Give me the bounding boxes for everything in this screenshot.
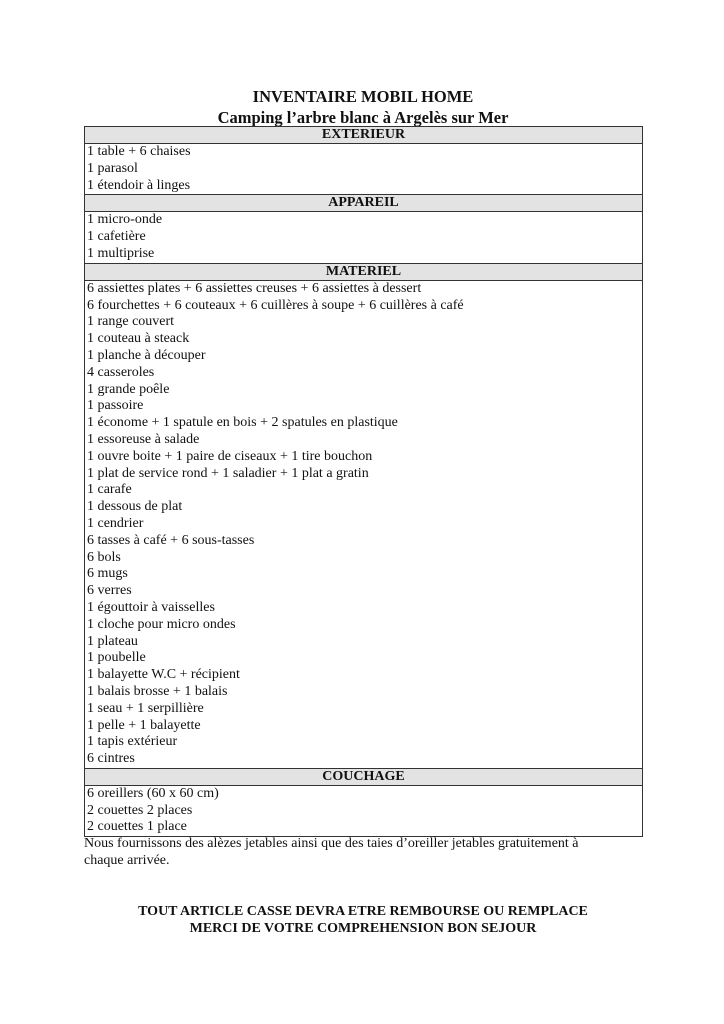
inventory-item-row bbox=[85, 466, 643, 483]
inventory-item-row bbox=[85, 298, 643, 315]
inventory-item: 1 cloche pour micro ondes bbox=[85, 617, 643, 634]
inventory-item: 1 ouvre boite + 1 paire de ciseaux + 1 tire bouchon bbox=[85, 449, 643, 466]
section-heading: APPAREIL bbox=[85, 195, 643, 212]
inventory-item-row bbox=[85, 280, 643, 297]
inventory-item-row bbox=[85, 785, 643, 802]
inventory-item: 1 seau + 1 serpillière bbox=[85, 701, 643, 718]
footer-warning: TOUT ARTICLE CASSE DEVRA ETRE REMBOURSE OU REMPLACE bbox=[138, 904, 588, 919]
inventory-item-row bbox=[85, 415, 643, 432]
inventory-item: 6 oreillers (60 x 60 cm) bbox=[85, 785, 643, 802]
inventory-item: 1 table + 6 chaises bbox=[85, 144, 643, 161]
inventory-table bbox=[84, 126, 643, 837]
inventory-item-row bbox=[85, 382, 643, 399]
inventory-item-row bbox=[85, 533, 643, 550]
inventory-item: 1 couteau à steack bbox=[85, 331, 643, 348]
inventory-item: 1 micro-onde bbox=[85, 212, 643, 229]
inventory-item-row bbox=[85, 246, 643, 263]
section-header-row bbox=[85, 127, 643, 144]
inventory-item: 1 grande poêle bbox=[85, 382, 643, 399]
inventory-item: 6 cintres bbox=[85, 751, 643, 768]
inventory-item: 1 multiprise bbox=[85, 246, 643, 263]
inventory-item: 1 passoire bbox=[85, 398, 643, 415]
inventory-item: 6 tasses à café + 6 sous-tasses bbox=[85, 533, 643, 550]
inventory-item: 6 verres bbox=[85, 583, 643, 600]
inventory-item: 1 pelle + 1 balayette bbox=[85, 718, 643, 735]
inventory-item: 6 assiettes plates + 6 assiettes creuses + 6 assiettes à dessert bbox=[85, 280, 643, 297]
inventory-item: 1 parasol bbox=[85, 161, 643, 178]
inventory-item-row bbox=[85, 229, 643, 246]
inventory-item-row bbox=[85, 314, 643, 331]
inventory-item-row bbox=[85, 583, 643, 600]
inventory-item: 1 tapis extérieur bbox=[85, 734, 643, 751]
inventory-item-row bbox=[85, 734, 643, 751]
note-line: chaque arrivée. bbox=[84, 853, 170, 868]
inventory-table-body bbox=[85, 127, 643, 837]
inventory-item: 1 carafe bbox=[85, 482, 643, 499]
inventory-item: 2 couettes 1 place bbox=[85, 819, 643, 836]
inventory-item: 6 mugs bbox=[85, 566, 643, 583]
inventory-item-row bbox=[85, 365, 643, 382]
inventory-item: 1 essoreuse à salade bbox=[85, 432, 643, 449]
inventory-item: 1 dessous de plat bbox=[85, 499, 643, 516]
inventory-item-row bbox=[85, 701, 643, 718]
inventory-item-row bbox=[85, 516, 643, 533]
note-line: Nous fournissons des alèzes jetables ainsi que des taies d’oreiller jetables gratuitement à bbox=[84, 836, 579, 851]
inventory-item-row bbox=[85, 161, 643, 178]
inventory-item: 1 planche à découper bbox=[85, 348, 643, 365]
inventory-item: 1 égouttoir à vaisselles bbox=[85, 600, 643, 617]
inventory-item: 1 plat de service rond + 1 saladier + 1 plat a gratin bbox=[85, 466, 643, 483]
inventory-item-row bbox=[85, 178, 643, 195]
inventory-item-row bbox=[85, 331, 643, 348]
inventory-item: 6 fourchettes + 6 couteaux + 6 cuillères à soupe + 6 cuillères à café bbox=[85, 298, 643, 315]
inventory-item: 1 cendrier bbox=[85, 516, 643, 533]
section-heading: COUCHAGE bbox=[85, 768, 643, 785]
inventory-item-row bbox=[85, 449, 643, 466]
inventory-item-row bbox=[85, 566, 643, 583]
footer-thanks: MERCI DE VOTRE COMPREHENSION BON SEJOUR bbox=[189, 921, 537, 936]
note-paragraph bbox=[84, 835, 624, 869]
inventory-item: 1 poubelle bbox=[85, 650, 643, 667]
inventory-item-row bbox=[85, 482, 643, 499]
section-header-row bbox=[85, 263, 643, 280]
inventory-item-row bbox=[85, 803, 643, 820]
inventory-item: 1 économe + 1 spatule en bois + 2 spatules en plastique bbox=[85, 415, 643, 432]
inventory-item: 2 couettes 2 places bbox=[85, 803, 643, 820]
section-heading: MATERIEL bbox=[85, 263, 643, 280]
inventory-item-row bbox=[85, 348, 643, 365]
inventory-item: 1 plateau bbox=[85, 634, 643, 651]
inventory-item: 1 étendoir à linges bbox=[85, 178, 643, 195]
inventory-item: 4 casseroles bbox=[85, 365, 643, 382]
inventory-item-row bbox=[85, 718, 643, 735]
inventory-item-row bbox=[85, 398, 643, 415]
inventory-item-row bbox=[85, 212, 643, 229]
section-header-row bbox=[85, 768, 643, 785]
inventory-item-row bbox=[85, 667, 643, 684]
inventory-item: 1 balayette W.C + récipient bbox=[85, 667, 643, 684]
inventory-item-row bbox=[85, 600, 643, 617]
section-header-row bbox=[85, 195, 643, 212]
inventory-item: 1 cafetière bbox=[85, 229, 643, 246]
inventory-item: 1 balais brosse + 1 balais bbox=[85, 684, 643, 701]
inventory-item-row bbox=[85, 650, 643, 667]
inventory-item-row bbox=[85, 499, 643, 516]
inventory-item-row bbox=[85, 432, 643, 449]
inventory-item-row bbox=[85, 550, 643, 567]
inventory-item: 6 bols bbox=[85, 550, 643, 567]
inventory-item-row bbox=[85, 144, 643, 161]
inventory-item-row bbox=[85, 617, 643, 634]
section-heading: EXTERIEUR bbox=[85, 127, 643, 144]
inventory-item: 1 range couvert bbox=[85, 314, 643, 331]
document-subtitle: Camping l’arbre blanc à Argelès sur Mer bbox=[217, 108, 509, 127]
inventory-item-row bbox=[85, 634, 643, 651]
document-title: INVENTAIRE MOBIL HOME bbox=[252, 87, 474, 106]
inventory-item-row bbox=[85, 684, 643, 701]
inventory-item-row bbox=[85, 751, 643, 768]
